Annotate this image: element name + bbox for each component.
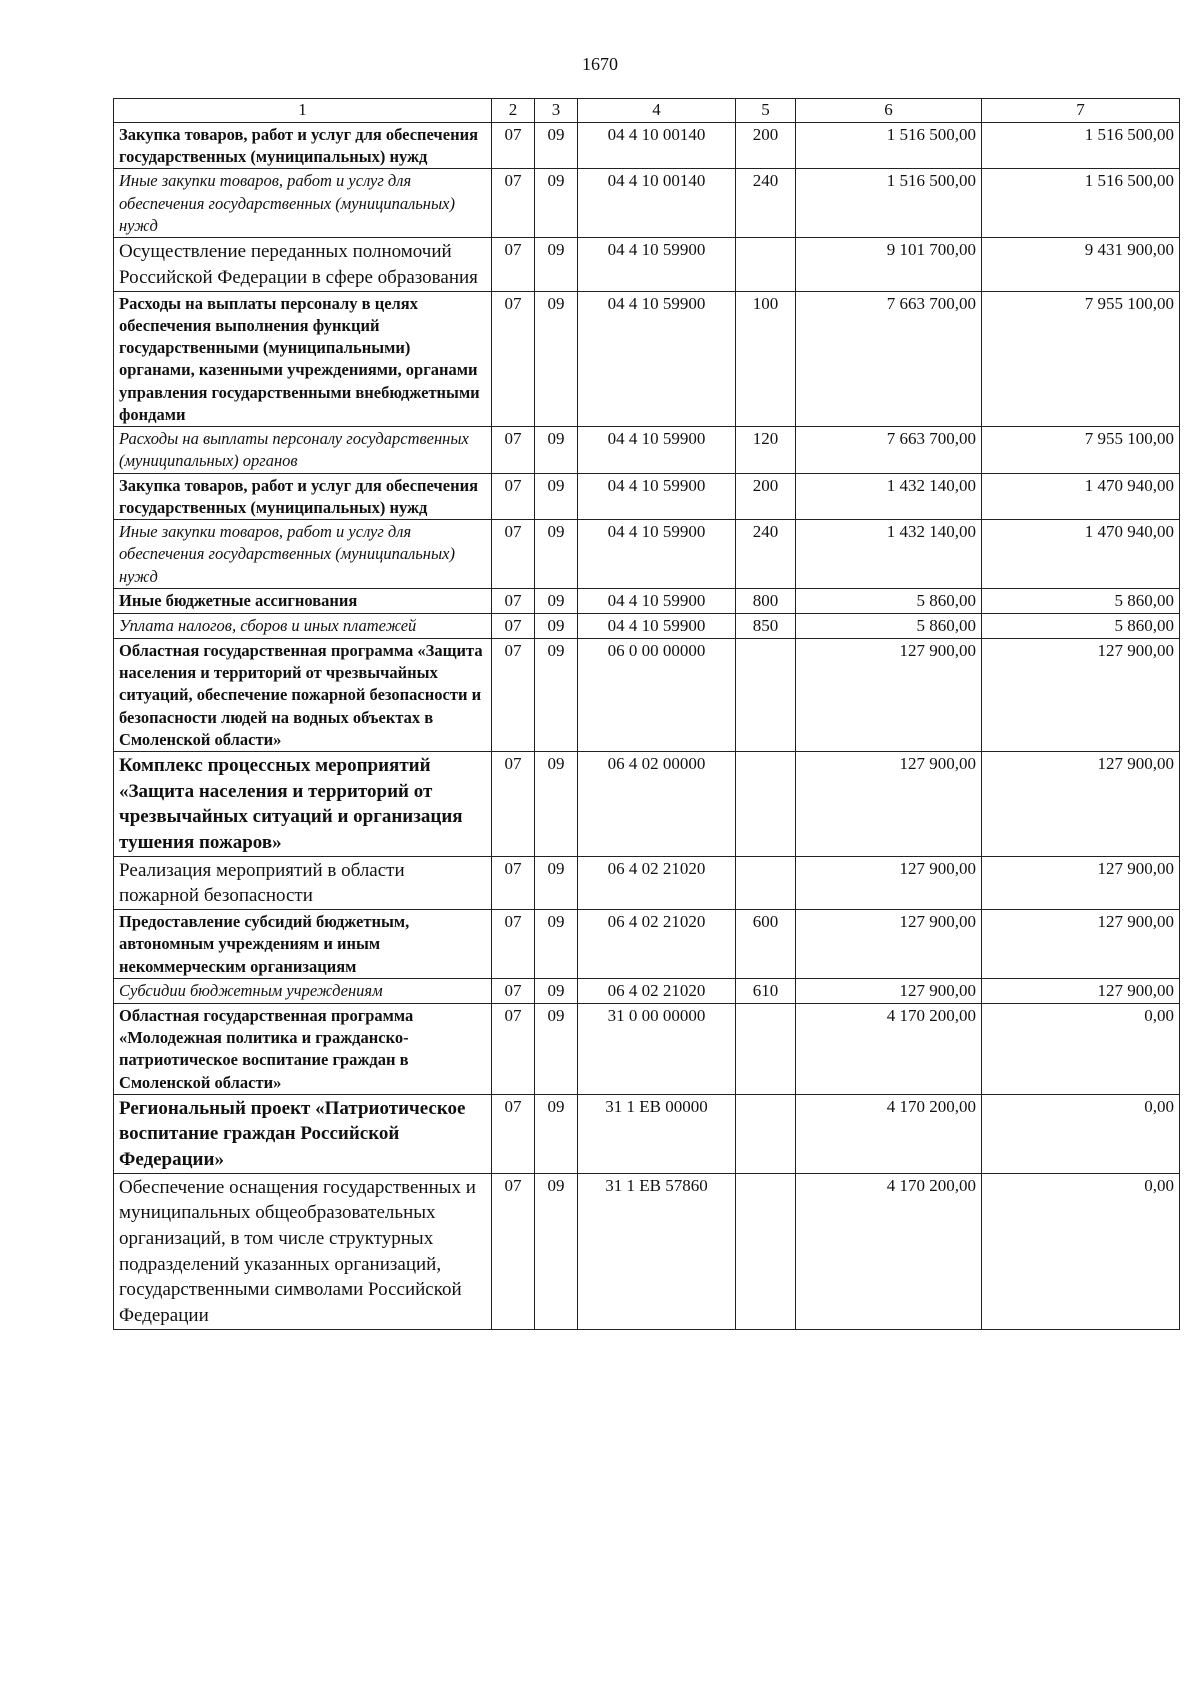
subsection-code: 09	[535, 1094, 578, 1173]
expense-type-code	[736, 856, 796, 909]
table-row	[114, 978, 1180, 1003]
expense-name: Реализация мероприятий в области пожарной безопасности	[114, 856, 492, 909]
target-article-code: 04 4 10 59900	[578, 520, 736, 589]
expense-type-code: 800	[736, 589, 796, 614]
amount-year-2: 127 900,00	[982, 856, 1180, 909]
table-row	[114, 1003, 1180, 1094]
section-code: 07	[492, 752, 535, 857]
expense-name: Областная государственная программа «Молодежная политика и гражданско-патриотическое воспитание граждан в Смоленской области»	[114, 1003, 492, 1094]
section-code: 07	[492, 427, 535, 474]
subsection-code: 09	[535, 638, 578, 751]
amount-year-1: 7 663 700,00	[796, 291, 982, 427]
expense-name: Иные бюджетные ассигнования	[114, 589, 492, 614]
header-col-1: 1	[114, 99, 492, 123]
expense-type-code: 200	[736, 473, 796, 520]
amount-year-1: 4 170 200,00	[796, 1173, 982, 1329]
table-row	[114, 427, 1180, 474]
table-row	[114, 910, 1180, 979]
amount-year-2: 0,00	[982, 1173, 1180, 1329]
table-row	[114, 169, 1180, 238]
amount-year-1: 1 516 500,00	[796, 122, 982, 169]
expense-type-code: 600	[736, 910, 796, 979]
amount-year-1: 4 170 200,00	[796, 1003, 982, 1094]
expense-type-code	[736, 238, 796, 291]
target-article-code: 31 1 ЕВ 57860	[578, 1173, 736, 1329]
target-article-code: 06 4 02 00000	[578, 752, 736, 857]
amount-year-2: 5 860,00	[982, 589, 1180, 614]
target-article-code: 04 4 10 59900	[578, 473, 736, 520]
expense-name: Региональный проект «Патриотическое воспитание граждан Российской Федерации»	[114, 1094, 492, 1173]
section-code: 07	[492, 856, 535, 909]
amount-year-1: 127 900,00	[796, 752, 982, 857]
amount-year-2: 0,00	[982, 1094, 1180, 1173]
amount-year-1: 1 432 140,00	[796, 473, 982, 520]
expense-type-code	[736, 1094, 796, 1173]
section-code: 07	[492, 1094, 535, 1173]
subsection-code: 09	[535, 169, 578, 238]
expense-name: Расходы на выплаты персоналу в целях обеспечения выполнения функций государственными (муниципальными) органами, казенными учреждениями, органами управления государственными внебюджетными фондами	[114, 291, 492, 427]
expense-name: Предоставление субсидий бюджетным, автономным учреждениям и иным некоммерческим организациям	[114, 910, 492, 979]
target-article-code: 31 1 ЕВ 00000	[578, 1094, 736, 1173]
target-article-code: 04 4 10 59900	[578, 238, 736, 291]
table-row	[114, 856, 1180, 909]
table-row	[114, 122, 1180, 169]
expense-name: Закупка товаров, работ и услуг для обеспечения государственных (муниципальных) нужд	[114, 122, 492, 169]
target-article-code: 04 4 10 59900	[578, 589, 736, 614]
target-article-code: 04 4 10 59900	[578, 291, 736, 427]
section-code: 07	[492, 1003, 535, 1094]
amount-year-2: 127 900,00	[982, 752, 1180, 857]
amount-year-1: 9 101 700,00	[796, 238, 982, 291]
expense-type-code: 610	[736, 978, 796, 1003]
section-code: 07	[492, 910, 535, 979]
amount-year-1: 127 900,00	[796, 978, 982, 1003]
subsection-code: 09	[535, 473, 578, 520]
budget-table	[113, 98, 1180, 1330]
amount-year-1: 7 663 700,00	[796, 427, 982, 474]
amount-year-2: 1 516 500,00	[982, 169, 1180, 238]
target-article-code: 06 0 00 00000	[578, 638, 736, 751]
expense-name: Иные закупки товаров, работ и услуг для обеспечения государственных (муниципальных) нужд	[114, 169, 492, 238]
section-code: 07	[492, 520, 535, 589]
header-col-7: 7	[982, 99, 1180, 123]
subsection-code: 09	[535, 427, 578, 474]
amount-year-2: 9 431 900,00	[982, 238, 1180, 291]
subsection-code: 09	[535, 238, 578, 291]
table-row	[114, 638, 1180, 751]
amount-year-1: 1 432 140,00	[796, 520, 982, 589]
subsection-code: 09	[535, 910, 578, 979]
page-number: 1670	[582, 54, 618, 74]
amount-year-1: 127 900,00	[796, 910, 982, 979]
table-row	[114, 1094, 1180, 1173]
expense-name: Расходы на выплаты персоналу государственных (муниципальных) органов	[114, 427, 492, 474]
subsection-code: 09	[535, 613, 578, 638]
expense-type-code: 100	[736, 291, 796, 427]
section-code: 07	[492, 291, 535, 427]
amount-year-2: 1 470 940,00	[982, 473, 1180, 520]
amount-year-2: 0,00	[982, 1003, 1180, 1094]
expense-type-code	[736, 1173, 796, 1329]
expense-type-code	[736, 1003, 796, 1094]
table-row	[114, 473, 1180, 520]
section-code: 07	[492, 473, 535, 520]
expense-name: Иные закупки товаров, работ и услуг для обеспечения государственных (муниципальных) нужд	[114, 520, 492, 589]
subsection-code: 09	[535, 520, 578, 589]
table-row	[114, 613, 1180, 638]
table-row	[114, 238, 1180, 291]
expense-type-code: 240	[736, 520, 796, 589]
target-article-code: 06 4 02 21020	[578, 910, 736, 979]
amount-year-2: 5 860,00	[982, 613, 1180, 638]
amount-year-2: 7 955 100,00	[982, 427, 1180, 474]
table-row	[114, 520, 1180, 589]
subsection-code: 09	[535, 589, 578, 614]
target-article-code: 06 4 02 21020	[578, 978, 736, 1003]
header-row	[114, 99, 1180, 123]
header-col-2: 2	[492, 99, 535, 123]
subsection-code: 09	[535, 752, 578, 857]
amount-year-1: 127 900,00	[796, 638, 982, 751]
amount-year-2: 7 955 100,00	[982, 291, 1180, 427]
subsection-code: 09	[535, 1173, 578, 1329]
expense-type-code: 200	[736, 122, 796, 169]
section-code: 07	[492, 589, 535, 614]
expense-name: Комплекс процессных мероприятий «Защита населения и территорий от чрезвычайных ситуаций и организация тушения пожаров»	[114, 752, 492, 857]
target-article-code: 31 0 00 00000	[578, 1003, 736, 1094]
target-article-code: 04 4 10 59900	[578, 427, 736, 474]
table-row	[114, 1173, 1180, 1329]
amount-year-1: 5 860,00	[796, 613, 982, 638]
section-code: 07	[492, 238, 535, 291]
section-code: 07	[492, 613, 535, 638]
expense-type-code: 240	[736, 169, 796, 238]
table-row	[114, 752, 1180, 857]
expense-type-code: 850	[736, 613, 796, 638]
table-row	[114, 291, 1180, 427]
table-body	[114, 122, 1180, 1329]
expense-name: Областная государственная программа «Защита населения и территорий от чрезвычайных ситуаций, обеспечение пожарной безопасности и безопасности людей на водных объектах в Смоленской области»	[114, 638, 492, 751]
expense-name: Закупка товаров, работ и услуг для обеспечения государственных (муниципальных) нужд	[114, 473, 492, 520]
subsection-code: 09	[535, 978, 578, 1003]
amount-year-1: 4 170 200,00	[796, 1094, 982, 1173]
section-code: 07	[492, 978, 535, 1003]
header-col-4: 4	[578, 99, 736, 123]
amount-year-1: 1 516 500,00	[796, 169, 982, 238]
subsection-code: 09	[535, 1003, 578, 1094]
section-code: 07	[492, 1173, 535, 1329]
target-article-code: 04 4 10 00140	[578, 169, 736, 238]
header-col-3: 3	[535, 99, 578, 123]
amount-year-2: 1 470 940,00	[982, 520, 1180, 589]
amount-year-1: 127 900,00	[796, 856, 982, 909]
section-code: 07	[492, 122, 535, 169]
subsection-code: 09	[535, 291, 578, 427]
section-code: 07	[492, 169, 535, 238]
target-article-code: 06 4 02 21020	[578, 856, 736, 909]
header-col-5: 5	[736, 99, 796, 123]
amount-year-1: 5 860,00	[796, 589, 982, 614]
expense-type-code: 120	[736, 427, 796, 474]
amount-year-2: 127 900,00	[982, 910, 1180, 979]
subsection-code: 09	[535, 856, 578, 909]
expense-type-code	[736, 638, 796, 751]
amount-year-2: 127 900,00	[982, 978, 1180, 1003]
expense-name: Обеспечение оснащения государственных и муниципальных общеобразовательных организаций, в том числе структурных подразделений указанных организаций, государственными символами Российской Федерации	[114, 1173, 492, 1329]
expense-type-code	[736, 752, 796, 857]
target-article-code: 04 4 10 59900	[578, 613, 736, 638]
table-row	[114, 589, 1180, 614]
expense-name: Субсидии бюджетным учреждениям	[114, 978, 492, 1003]
header-col-6: 6	[796, 99, 982, 123]
amount-year-2: 127 900,00	[982, 638, 1180, 751]
expense-name: Уплата налогов, сборов и иных платежей	[114, 613, 492, 638]
amount-year-2: 1 516 500,00	[982, 122, 1180, 169]
subsection-code: 09	[535, 122, 578, 169]
section-code: 07	[492, 638, 535, 751]
expense-name: Осуществление переданных полномочий Российской Федерации в сфере образования	[114, 238, 492, 291]
target-article-code: 04 4 10 00140	[578, 122, 736, 169]
